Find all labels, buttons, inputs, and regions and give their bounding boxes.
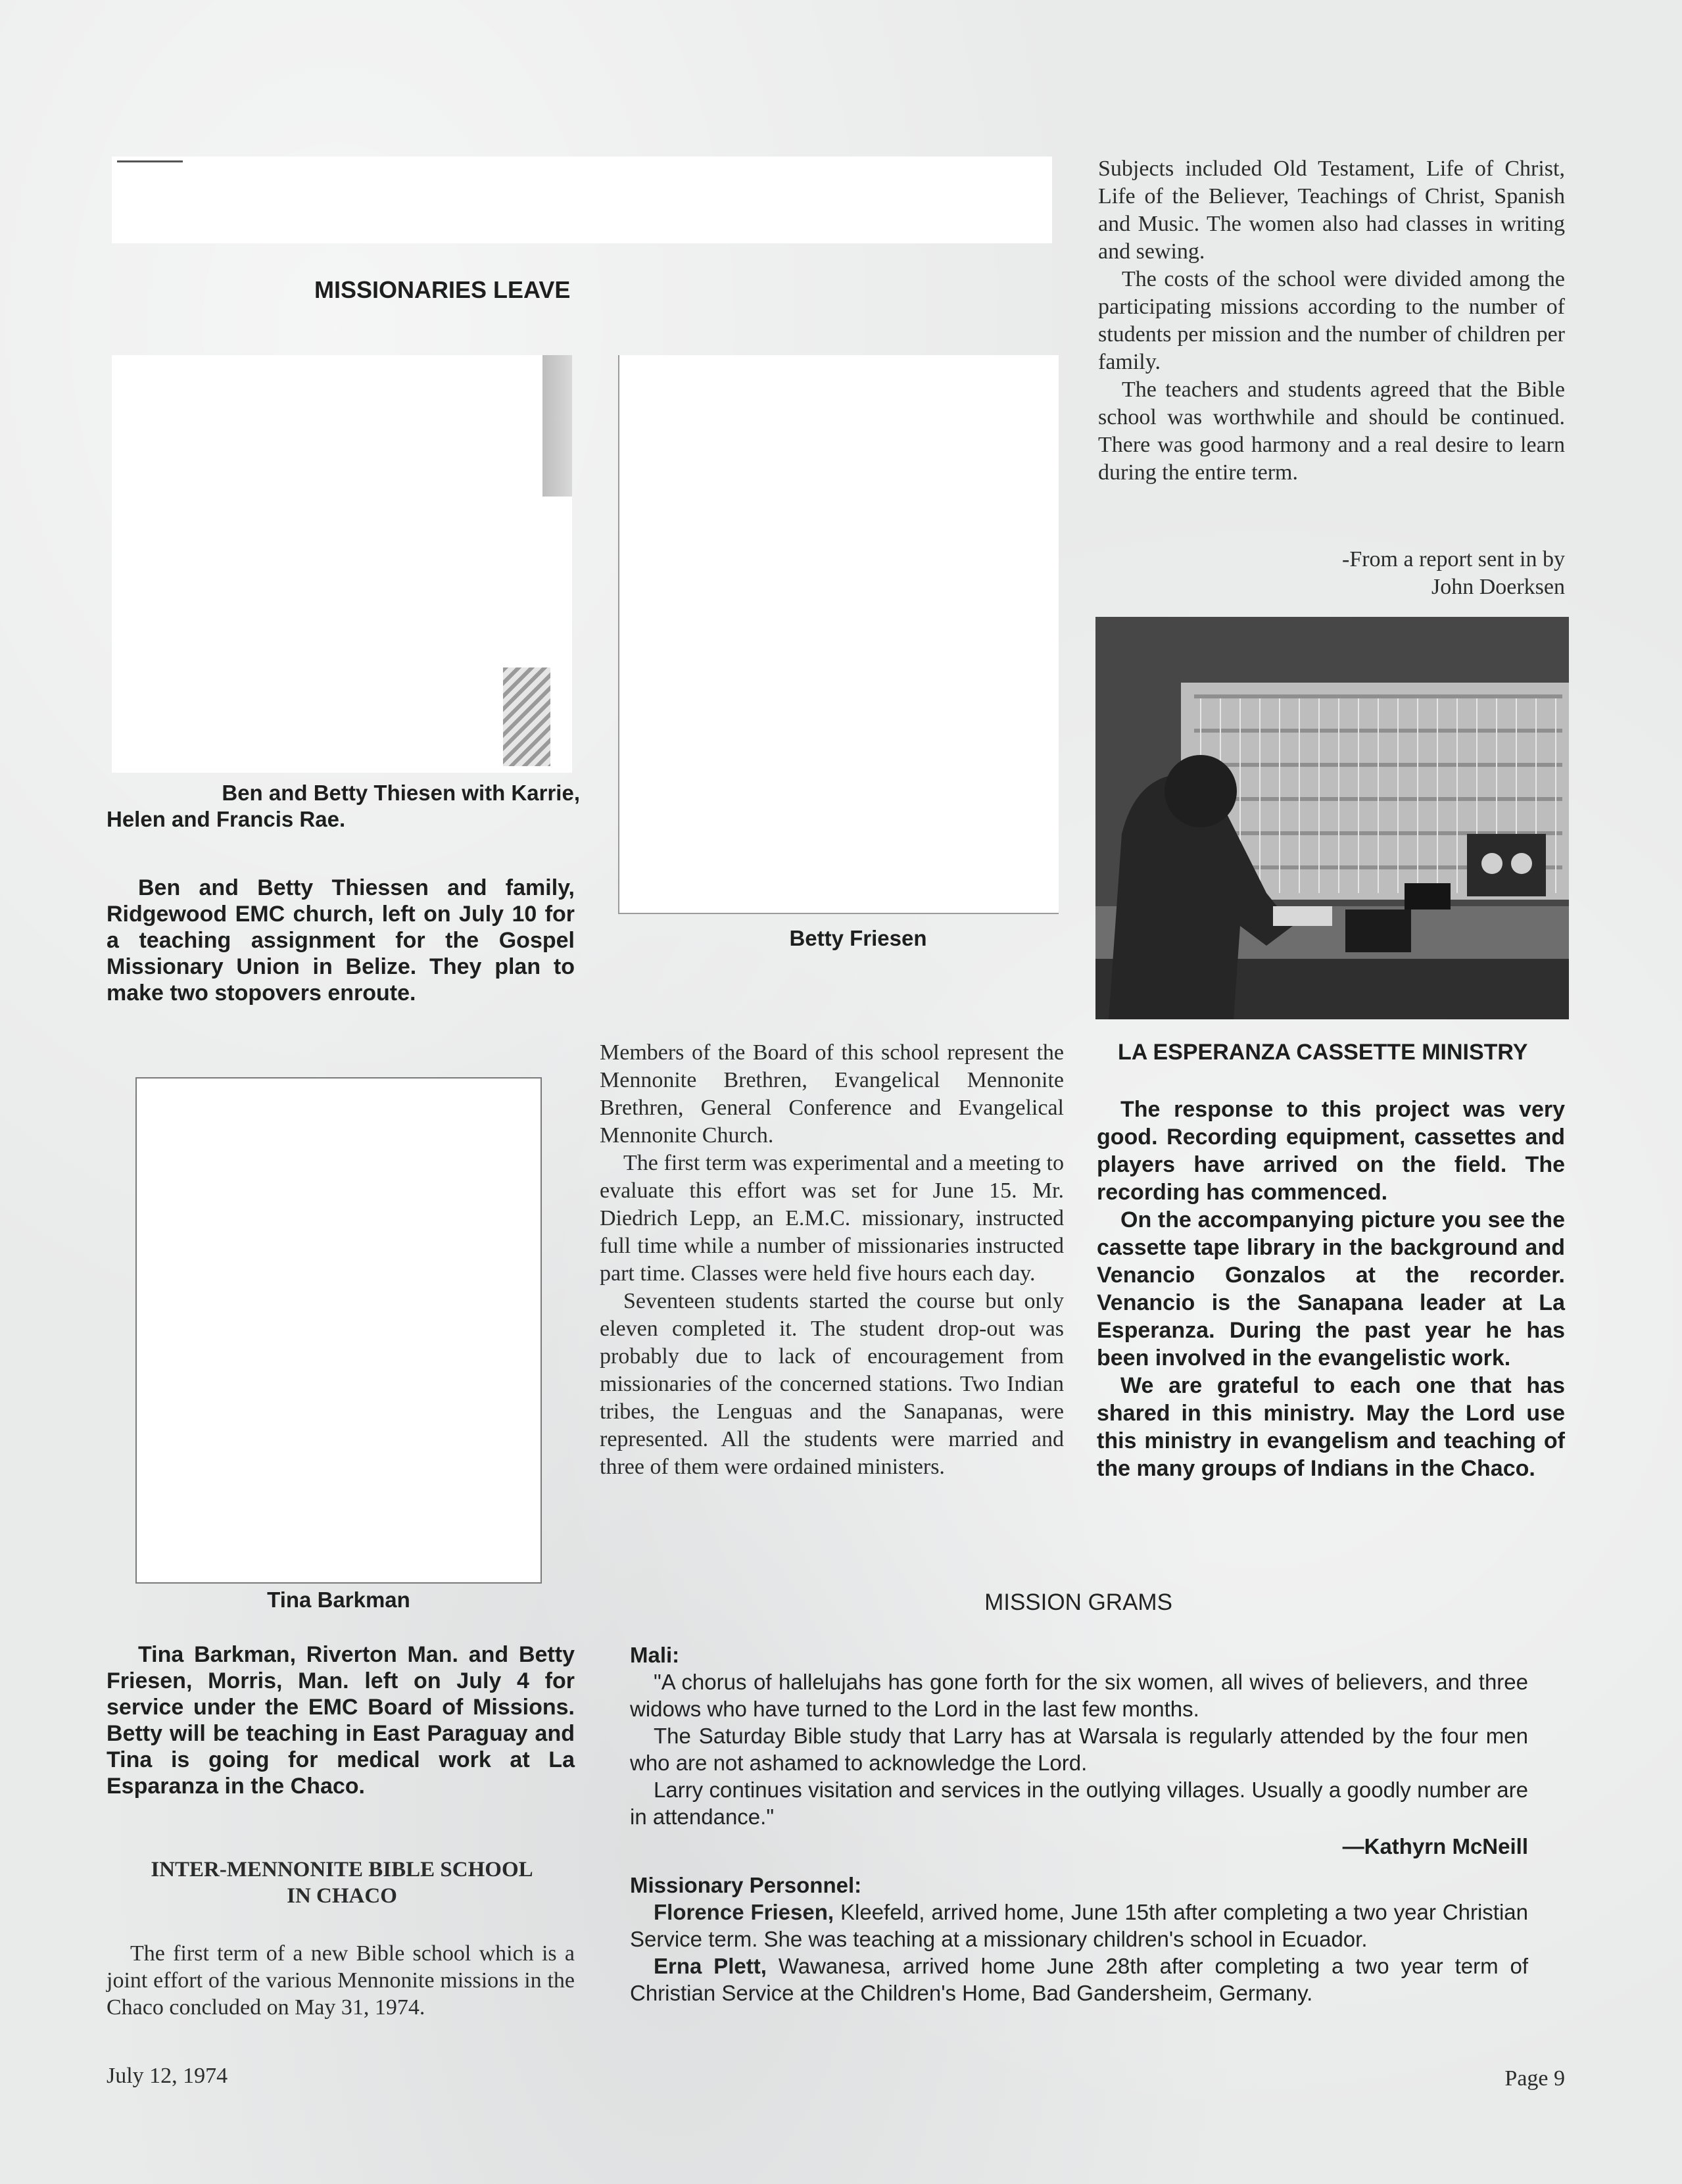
attribution <box>1249 546 1565 601</box>
attribution-name: John Doerksen <box>1431 575 1565 599</box>
paragraph: Larry continues visitation and services in the outlying villages. Usually a goodly number are in attendance." <box>630 1778 1528 1829</box>
paragraph: Subjects included Old Testament, Life of Christ, Life of the Believer, Teachings of Christ, Spanish and Music. The women also had classes in writing and sewing. <box>1098 157 1565 264</box>
photo-thiesen-family <box>112 355 572 773</box>
photo-cassette-library <box>1095 617 1569 1019</box>
mission-grams-body <box>630 1641 1528 2006</box>
paragraph: Seventeen students started the course but only eleven completed it. The student drop-out was probably due to lack of encouragement from missionaries of the concerned stations. Two Indian tribes, the Lenguas and the Sanapanas, were represented. All the students were married and three of them were ordained ministers. <box>600 1289 1064 1479</box>
section-heading: MISSION GRAMS <box>984 1589 1172 1615</box>
photo-tina-barkman <box>135 1077 542 1584</box>
article-body: Tina Barkman, Riverton Man. and Betty Friesen, Morris, Man. left on July 4 for service under the EMC Board of Missions. Betty will be teaching in East Paraguay and Tina is going for medical work at La Esparanza in the Chaco. <box>107 1642 575 1799</box>
cassette-photo-drawing <box>1095 617 1569 1019</box>
top-blank-area <box>112 157 1052 243</box>
paragraph: "A chorus of hallelujahs has gone forth for the six women, all wives of believers, and three widows who have turned to the Lord in the last few months. <box>630 1670 1528 1721</box>
article-intro: The first term of a new Bible school which is a joint effort of the various Mennonite missions in the Chaco concluded on May 31, 1974. <box>107 1941 575 2020</box>
paragraph: The first term was experimental and a meeting to evaluate this effort was set for June 15. Mr. Diedrich Lepp, an E.M.C. missionary, instructed full time while a number of missionaries instructed part time. Classes were held five hours each day. <box>600 1151 1064 1286</box>
section-heading: MISSIONARIES LEAVE <box>314 276 571 303</box>
paragraph: Members of the Board of this school represent the Mennonite Brethren, Evangelical Mennonite Brethren, General Conference and Evangelical Mennonite Church. <box>600 1040 1064 1148</box>
photo-caption: Betty Friesen <box>789 926 927 950</box>
middle-column-text <box>600 1039 1064 1481</box>
personnel-label: Missionary Personnel: <box>630 1873 862 1897</box>
cassette-body <box>1097 1096 1565 1482</box>
photo-caption: Tina Barkman <box>267 1588 410 1612</box>
photo-edge-strip <box>542 355 572 497</box>
top-dash-mark <box>117 160 183 162</box>
paragraph: The response to this project was very good. Recording equipment, cassettes and players have arrived on the field. The recording has commenced. <box>1097 1097 1565 1205</box>
signature: —Kathyrn McNeill <box>1342 1834 1528 1858</box>
personnel-entry: Erna Plett, Wawanesa, arrived home June 28th after completing a two year term of Christian Service at the Children's Home, Bad Gandersheim, Germany. <box>630 1954 1528 2005</box>
photo-caption: Ben and Betty Thiesen with Karrie, Helen and Francis Rae. <box>107 781 580 831</box>
right-column-top-text <box>1098 155 1565 487</box>
attribution-line: -From a report sent in by <box>1342 547 1565 571</box>
paragraph: The Saturday Bible study that Larry has at Warsala is regularly attended by the four men who are not ashamed to acknowledge the Lord. <box>630 1724 1528 1775</box>
footer-date: July 12, 1974 <box>107 2064 228 2088</box>
mali-label: Mali: <box>630 1643 680 1667</box>
article-body: Ben and Betty Thiessen and family, Ridgewood EMC church, left on July 10 for a teaching assignment for the Gospel Missionary Union in Belize. They plan to make two stopovers enroute. <box>107 875 575 1006</box>
personnel-entry: Florence Friesen, Kleefeld, arrived home, June 15th after completing a two year Christian Service term. She was teaching at a missionary children's school in Ecuador. <box>630 1900 1528 1951</box>
photo-betty-friesen <box>618 355 1059 914</box>
footer-page-number: Page 9 <box>1504 2066 1565 2091</box>
paragraph: We are grateful to each one that has shared in this ministry. May the Lord use this ministry in evangelism and teaching of the many groups of Indians in the Chaco. <box>1097 1373 1565 1481</box>
section-heading: INTER-MENNONITE BIBLE SCHOOL IN CHACO <box>151 1858 533 1908</box>
photo-fragment <box>503 667 550 766</box>
paragraph: The costs of the school were divided among the participating missions according to the number of students per mission and the number of children per family. <box>1098 267 1565 374</box>
paragraph: On the accompanying picture you see the cassette tape library in the background and Venancio Gonzalos at the recorder. Venancio is the Sanapana leader at La Esperanza. During the past year he has been involved in the evangelistic work. <box>1097 1207 1565 1371</box>
paragraph: The teachers and students agreed that the Bible school was worthwhile and should be continued. There was good harmony and a real desire to learn during the entire term. <box>1098 377 1565 485</box>
section-heading: LA ESPERANZA CASSETTE MINISTRY <box>1118 1040 1528 1065</box>
